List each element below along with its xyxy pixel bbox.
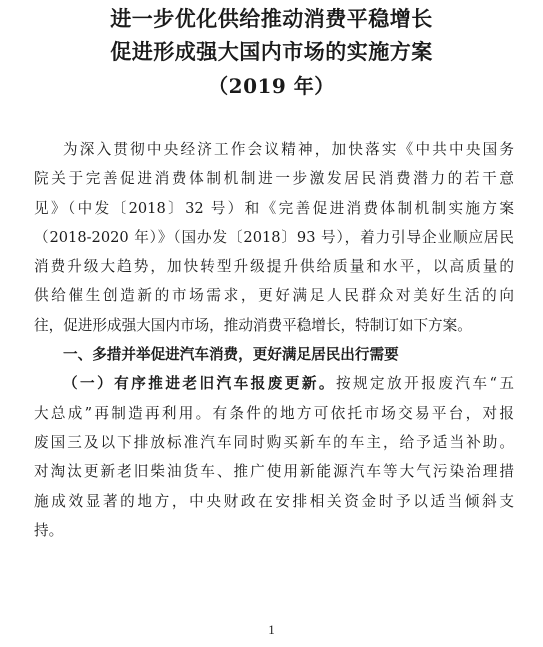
item-line: 对淘汰更新老旧柴油货车、推广使用新能源汽车等大气污染治理措 [34, 463, 514, 481]
item-line: 施成效显著的地方，中央财政在安排相关资金时予以适当倾斜支 [34, 492, 514, 510]
intro-line: 见》（中发〔2018〕32 号）和《完善促进消费体制机制实施方案 [34, 199, 514, 217]
intro-line: 往，促进形成强大国内市场，推动消费平稳增长，特制订如下方案。 [34, 316, 472, 334]
item-heading: （一）有序推进老旧汽车报废更新。 [63, 375, 336, 393]
item-line: 持。 [34, 521, 64, 539]
document-title-year: （2019 年） [208, 74, 335, 98]
intro-line: 消费升级大趋势，加快转型升级提升供给质量和水平，以高质量的 [34, 258, 514, 276]
intro-line: 为深入贯彻中央经济工作会议精神，加快落实《中共中央国务 [63, 141, 514, 158]
intro-line: 供给催生创造新的市场需求，更好满足人民群众对美好生活的向 [34, 287, 514, 305]
section-heading: 一、多措并举促进汽车消费，更好满足居民出行需要 [63, 346, 399, 364]
item-first-line [34, 369, 514, 398]
intro-line: 院关于完善促进消费体制机制进一步激发居民消费潜力的若干意 [34, 170, 514, 188]
item-first-line-text: 按规定放开报废汽车“五 [335, 375, 514, 393]
document-body [34, 135, 514, 545]
document-title-line-2: 促进形成强大国内市场的实施方案 [110, 39, 433, 64]
item-line: 大总成”再制造再利用。有条件的地方可依托市场交易平台，对报 [34, 404, 514, 422]
document-title-line-1: 进一步优化供给推动消费平稳增长 [110, 6, 433, 31]
item-line: 废国三及以下排放标准汽车同时购买新车的车主，给予适当补助。 [34, 433, 514, 451]
intro-line: （2018-2020 年）》（国办发〔2018〕93 号），着力引导企业顺应居民 [34, 228, 514, 246]
page-number: 1 [268, 622, 275, 637]
